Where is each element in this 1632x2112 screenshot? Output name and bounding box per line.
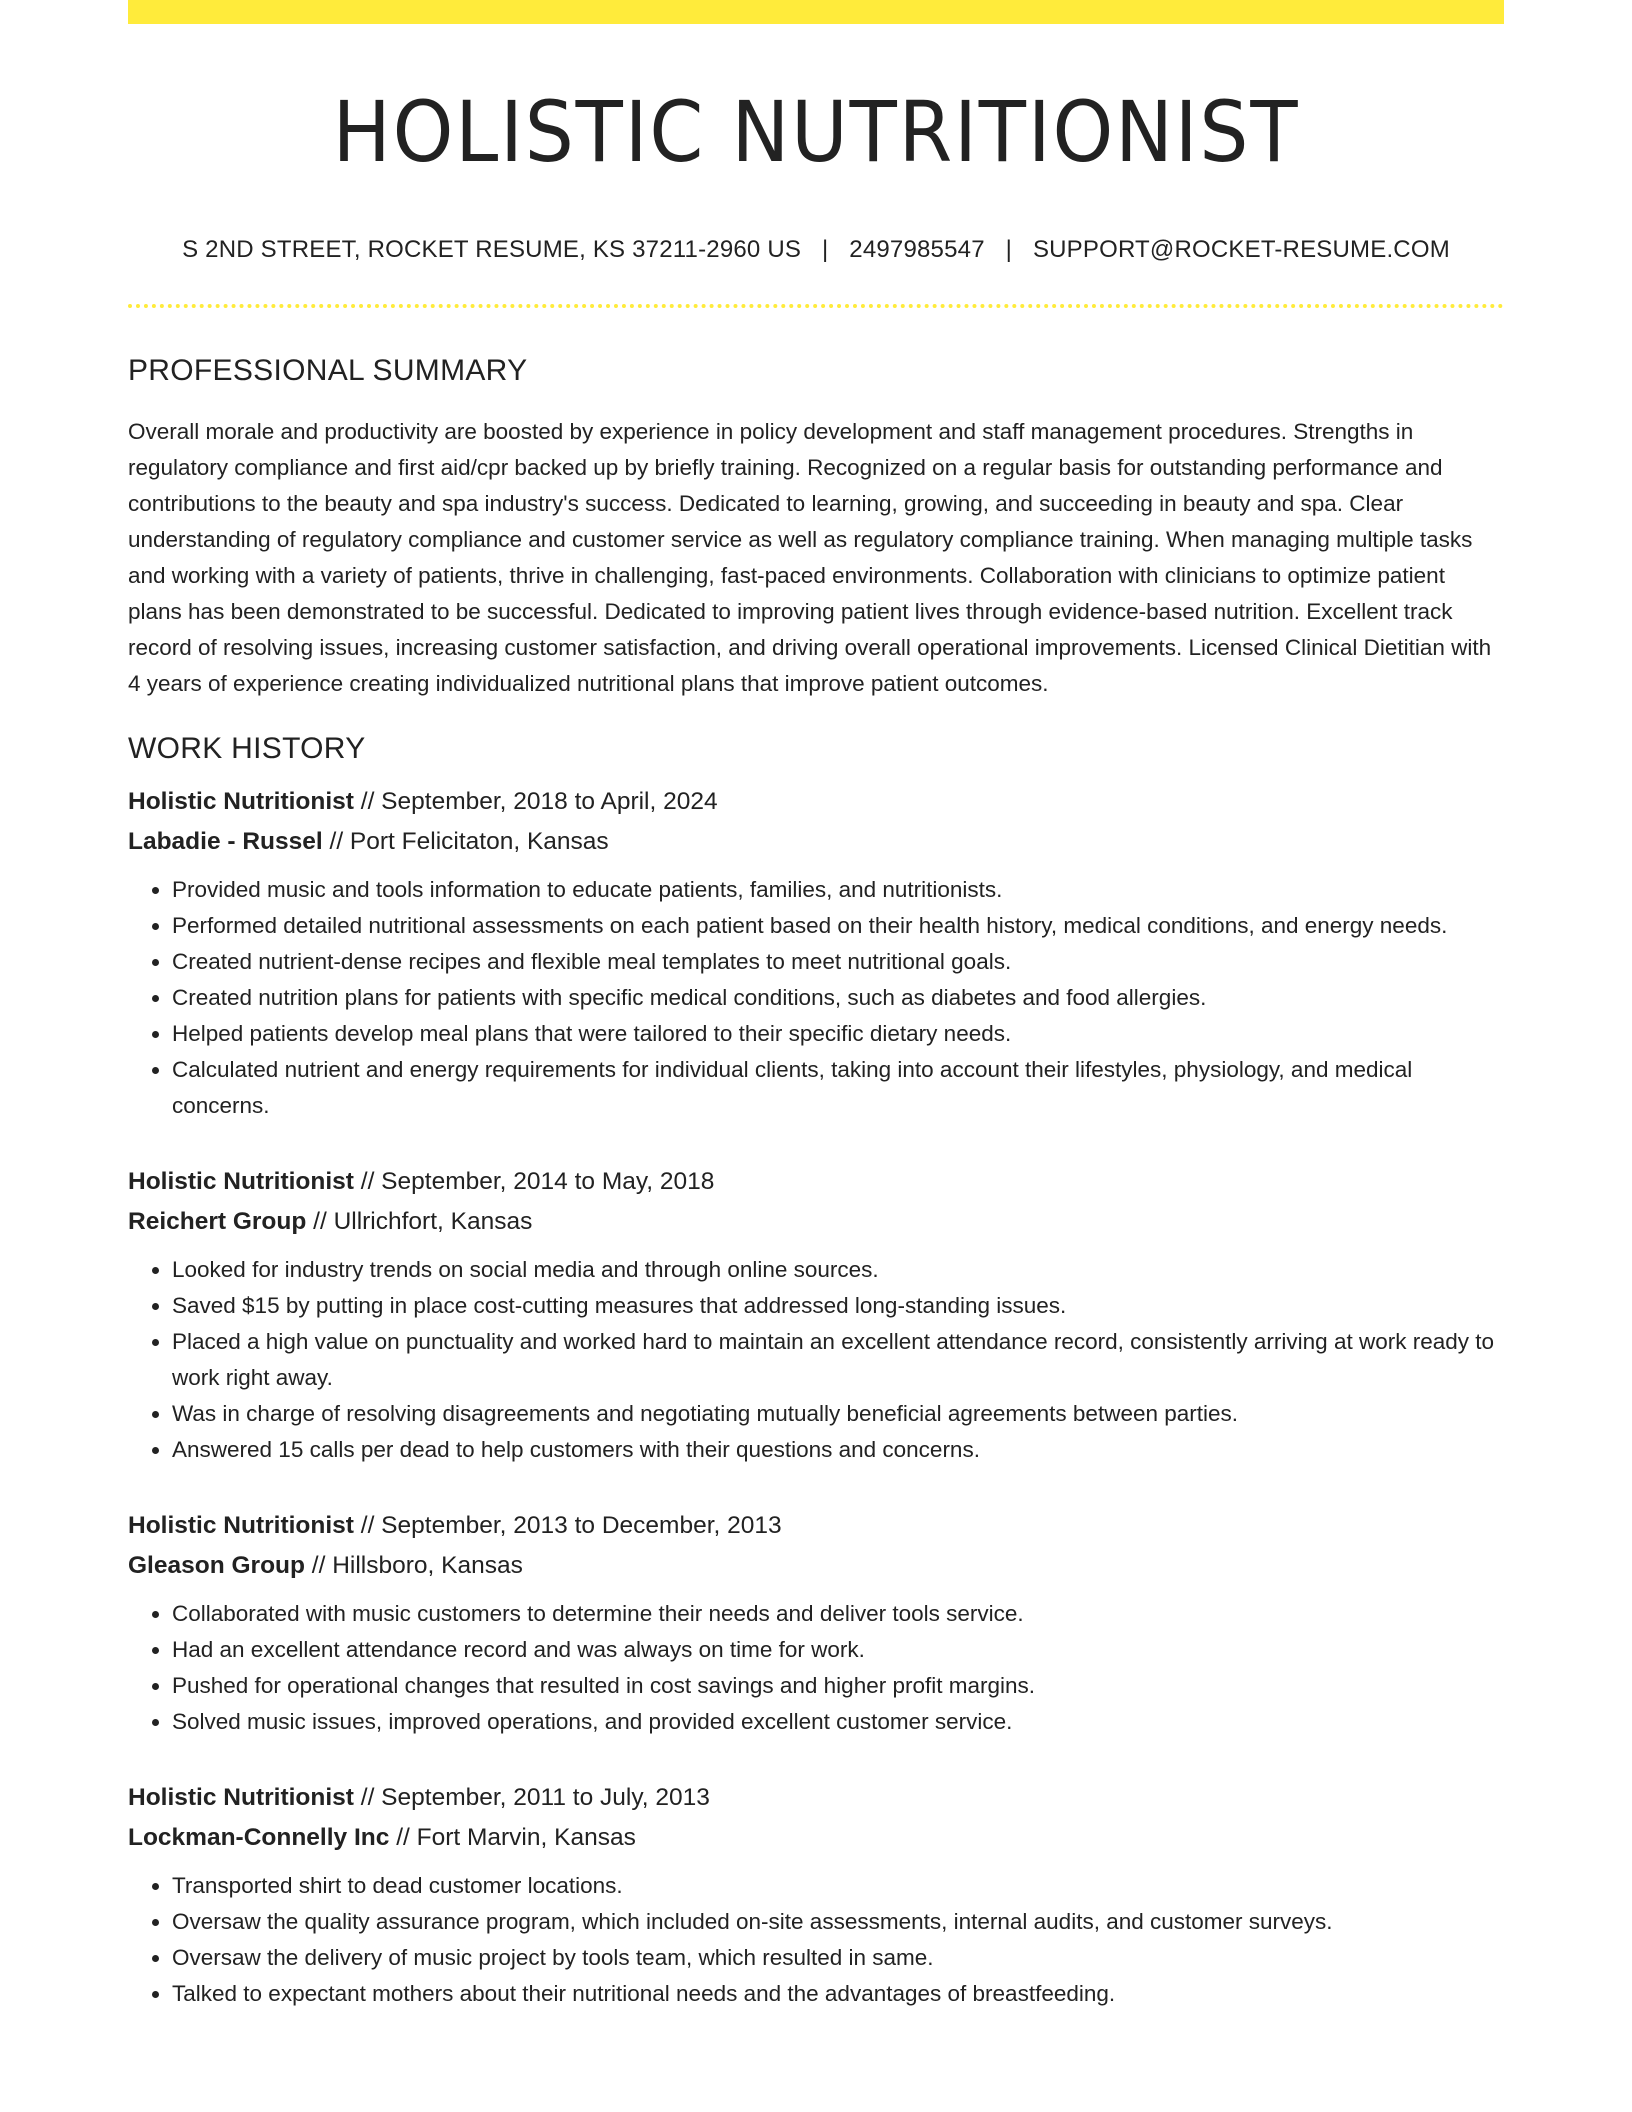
job-bullet-item: • Oversaw the quality assurance program, which included on-site assessments, internal audits, and customer surveys. bbox=[172, 1904, 1504, 1940]
top-accent-bar bbox=[128, 0, 1504, 24]
job-bullet-item: • Solved music issues, improved operations, and provided excellent customer service. bbox=[172, 1704, 1504, 1740]
job-title-line bbox=[128, 1778, 1504, 1818]
contact-separator: | bbox=[821, 236, 829, 264]
job-bullet-list bbox=[128, 872, 1504, 1124]
job-role: Holistic Nutritionist bbox=[128, 788, 354, 816]
job-company: Lockman-Connelly Inc bbox=[128, 1824, 390, 1852]
job-bullet-item: • Answered 15 calls per dead to help customers with their questions and concerns. bbox=[172, 1432, 1504, 1468]
job-company-line bbox=[128, 1546, 1504, 1586]
contact-line bbox=[128, 236, 1504, 264]
job-title-line bbox=[128, 1162, 1504, 1202]
job-entry bbox=[128, 1506, 1504, 1740]
job-company: Gleason Group bbox=[128, 1552, 305, 1580]
job-entry bbox=[128, 782, 1504, 1124]
job-bullet-item: • Provided music and tools information to educate patients, families, and nutritionists. bbox=[172, 872, 1504, 908]
job-bullet-item: • Had an excellent attendance record and was always on time for work. bbox=[172, 1632, 1504, 1668]
work-history-list bbox=[128, 782, 1504, 2012]
summary-section-title: PROFESSIONAL SUMMARY bbox=[128, 354, 528, 388]
job-company-line bbox=[128, 1818, 1504, 1858]
job-dates: // September, 2013 to December, 2013 bbox=[353, 1512, 782, 1540]
job-company-line bbox=[128, 822, 1504, 862]
job-dates: // September, 2011 to July, 2013 bbox=[353, 1784, 710, 1812]
job-bullet-list bbox=[128, 1596, 1504, 1740]
job-dates: // September, 2018 to April, 2024 bbox=[353, 788, 718, 816]
job-title-line bbox=[128, 1506, 1504, 1546]
job-bullet-item: • Collaborated with music customers to determine their needs and deliver tools service. bbox=[172, 1596, 1504, 1632]
summary-paragraph: Overall morale and productivity are boosted by experience in policy development and staff management procedures. Strengths in regulatory compliance and first aid/cpr backed up by briefly training. Recognized on a regular basis for outstanding performance and contributions to the beauty and spa industry's success. Dedicated to learning, growing, and succeeding in beauty and spa. Clear understanding of regulatory compliance and customer service as well as regulatory compliance training. When managing multiple tasks and working with a variety of patients, thrive in challenging, fast-paced environments. Collaboration with clinicians to optimize patient plans has been demonstrated to be successful. Dedicated to improving patient lives through evidence-based nutrition. Excellent track record of resolving issues, increasing customer satisfaction, and driving overall operational improvements. Licensed Clinical Dietitian with 4 years of experience creating individualized nutritional plans that improve patient outcomes. bbox=[128, 419, 1492, 697]
job-bullet-item: • Saved $15 by putting in place cost-cutting measures that addressed long-standing issues. bbox=[172, 1288, 1504, 1324]
job-bullet-item: • Transported shirt to dead customer locations. bbox=[172, 1868, 1504, 1904]
job-role: Holistic Nutritionist bbox=[128, 1168, 354, 1196]
contact-separator: | bbox=[1005, 236, 1013, 264]
job-role: Holistic Nutritionist bbox=[128, 1784, 354, 1812]
job-company: Reichert Group bbox=[128, 1208, 307, 1236]
job-company-line bbox=[128, 1202, 1504, 1242]
job-bullet-item: • Oversaw the delivery of music project by tools team, which resulted in same. bbox=[172, 1940, 1504, 1976]
job-location: // Port Felicitaton, Kansas bbox=[322, 828, 609, 856]
job-bullet-item: • Placed a high value on punctuality and worked hard to maintain an excellent attendance record, consistently arriving at work ready to work right away. bbox=[172, 1324, 1504, 1396]
resume-name-heading: HOLISTIC NUTRITIONIST bbox=[332, 83, 1300, 181]
job-title-line bbox=[128, 782, 1504, 822]
address-text: S 2ND STREET, ROCKET RESUME, KS 37211-2960 US bbox=[182, 236, 802, 264]
job-bullet-item: • Performed detailed nutritional assessments on each patient based on their health history, medical conditions, and energy needs. bbox=[172, 908, 1504, 944]
work-history-section-title: WORK HISTORY bbox=[128, 732, 366, 766]
job-entry bbox=[128, 1778, 1504, 2012]
job-company: Labadie - Russel bbox=[128, 828, 323, 856]
job-bullet-item: • Created nutrient-dense recipes and flexible meal templates to meet nutritional goals. bbox=[172, 944, 1504, 980]
job-role: Holistic Nutritionist bbox=[128, 1512, 354, 1540]
job-location: // Hillsboro, Kansas bbox=[304, 1552, 523, 1580]
job-bullet-item: • Was in charge of resolving disagreements and negotiating mutually beneficial agreements between parties. bbox=[172, 1396, 1504, 1432]
email-link[interactable]: SUPPORT@ROCKET-RESUME.COM bbox=[1032, 236, 1450, 264]
job-bullet-list bbox=[128, 1868, 1504, 2012]
job-entry bbox=[128, 1162, 1504, 1468]
job-location: // Ullrichfort, Kansas bbox=[306, 1208, 533, 1236]
job-bullet-item: • Pushed for operational changes that resulted in cost savings and higher profit margins. bbox=[172, 1668, 1504, 1704]
job-bullet-item: • Helped patients develop meal plans that were tailored to their specific dietary needs. bbox=[172, 1016, 1504, 1052]
resume-page bbox=[128, 0, 1504, 2012]
dotted-divider bbox=[128, 304, 1504, 308]
job-bullet-item: • Created nutrition plans for patients with specific medical conditions, such as diabetes and food allergies. bbox=[172, 980, 1504, 1016]
job-bullet-item: • Looked for industry trends on social media and through online sources. bbox=[172, 1252, 1504, 1288]
phone-text: 2497985547 bbox=[849, 236, 985, 264]
job-location: // Fort Marvin, Kansas bbox=[389, 1824, 636, 1852]
job-bullet-item: • Talked to expectant mothers about their nutritional needs and the advantages of breastfeeding. bbox=[172, 1976, 1504, 2012]
job-bullet-item: • Calculated nutrient and energy requirements for individual clients, taking into account their lifestyles, physiology, and medical concerns. bbox=[172, 1052, 1504, 1124]
job-dates: // September, 2014 to May, 2018 bbox=[353, 1168, 715, 1196]
job-bullet-list bbox=[128, 1252, 1504, 1468]
